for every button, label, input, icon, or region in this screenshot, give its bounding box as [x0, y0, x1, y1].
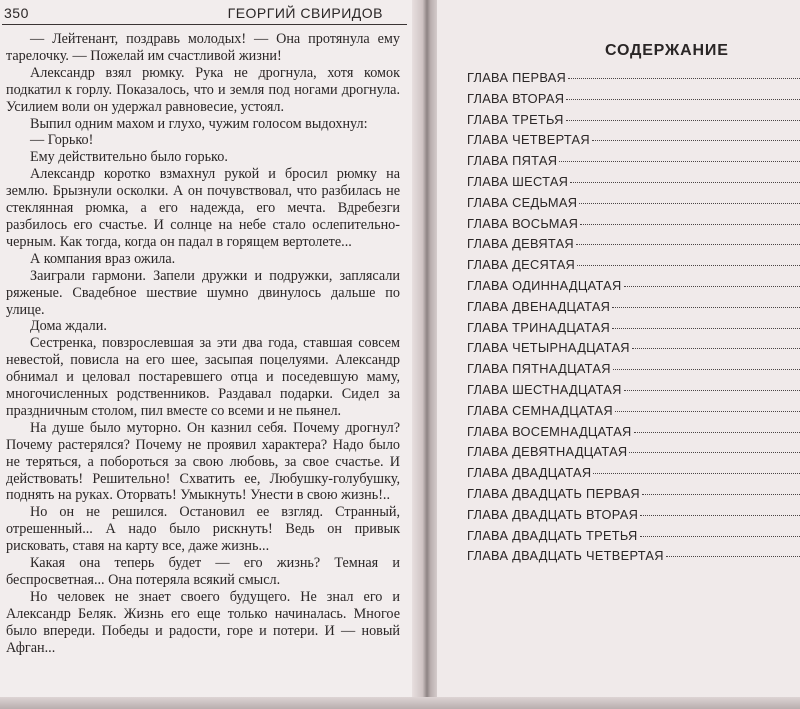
toc-entry[interactable]	[467, 340, 800, 361]
author-name: ГЕОРГИЙ СВИРИДОВ	[227, 5, 383, 21]
toc-entry-label: ГЛАВА ДВАДЦАТЬ ЧЕТВЕРТАЯ	[467, 548, 664, 564]
paragraph: Но человек не знает своего будущего. Не знал его и Александр Беляк. Жизнь его еще только начиналась. Многое было впереди. Победы и радости, горе и потери. И — новый Афган...	[6, 588, 400, 656]
paragraph: — Горько!	[30, 132, 94, 149]
dot-leader	[613, 369, 800, 370]
toc-entry-label: ГЛАВА ПЯТНАДЦАТАЯ	[467, 361, 611, 377]
paragraph: Александр коротко взмахнул рукой и бросил рюмку на землю. Брызнули осколки. А он почувствовал, что разбилась не стеклянная рюмка, а его надежда, его мечта. Вдребезги разбилось его счастье. И солнце на небе стало ослепительно-черным. Как тогда, когда он падал в горящем вертолете...	[6, 166, 400, 250]
dot-leader	[642, 494, 800, 495]
toc-entry[interactable]	[467, 548, 800, 569]
toc-entry-label: ГЛАВА ШЕСТНАДЦАТАЯ	[467, 381, 622, 397]
dot-leader	[640, 536, 800, 537]
paragraph: А компания враз ожила.	[30, 250, 176, 267]
toc-entry[interactable]	[467, 195, 800, 216]
dot-leader	[568, 78, 800, 79]
toc-entry[interactable]	[467, 236, 800, 257]
page-edge	[0, 697, 800, 709]
toc-entry[interactable]	[467, 257, 800, 278]
toc-entry-label: ГЛАВА ДЕСЯТАЯ	[467, 257, 576, 273]
toc-entry[interactable]	[467, 403, 800, 424]
toc-entry-label: ГЛАВА ДЕВЯТАЯ	[467, 236, 574, 252]
toc-entry[interactable]	[467, 278, 800, 299]
toc-entry-label: ГЛАВА ДВАДЦАТЬ ТРЕТЬЯ	[467, 527, 638, 543]
toc-entry-label: ГЛАВА ДЕВЯТНАДЦАТАЯ	[467, 444, 628, 460]
toc-entry-label: ГЛАВА ПЕРВАЯ	[467, 70, 567, 85]
paragraph: На душе было муторно. Он казнил себя. Почему дрогнул? Почему растерялся? Почему не проявил характера? Надо было не теряться, а побороться за свою любовь, за свое счастье. И действовать! Решительно! Схватить ее, Любушку-голубушку, поднять на руках. Оторвать! Умыкнуть! Унести в свою жизнь!..	[6, 419, 400, 504]
toc-entry-label: ГЛАВА ПЯТАЯ	[467, 153, 558, 169]
dot-leader	[570, 182, 800, 183]
paragraph: — Лейтенант, поздравь молодых! — Она протянула ему тарелочку. — Пожелай им счастливой жизни!	[6, 31, 400, 64]
toc-entry-label: ГЛАВА ДВЕНАДЦАТАЯ	[467, 298, 611, 314]
toc-entry-label: ГЛАВА ДВАДЦАТАЯ	[467, 465, 592, 481]
toc-entry-label: ГЛАВА ОДИННАДЦАТАЯ	[467, 277, 622, 293]
paragraph: Ему действительно было горько.	[30, 149, 228, 166]
dot-leader	[566, 99, 800, 100]
dot-leader	[612, 328, 800, 329]
toc-heading: СОДЕРЖАНИЕ	[605, 42, 729, 59]
dot-leader	[592, 140, 800, 141]
toc-entry[interactable]	[467, 132, 800, 153]
toc-entry[interactable]	[467, 486, 800, 507]
toc-entry[interactable]	[467, 465, 800, 486]
toc-entry-label: ГЛАВА ВОСЬМАЯ	[467, 215, 579, 231]
toc-entry[interactable]	[467, 299, 800, 320]
dot-leader	[577, 265, 800, 266]
dot-leader	[579, 203, 800, 204]
toc-entry[interactable]	[467, 507, 800, 528]
toc-entry[interactable]	[467, 112, 800, 133]
paragraph: Но он не решился. Остановил ее взгляд. Странный, отрешенный... А надо было рискнуть! Ведь он привык рисковать, ставя на карту все, даже жизнь...	[6, 504, 400, 555]
dot-leader	[566, 120, 800, 121]
toc-entry[interactable]	[467, 424, 800, 445]
toc-entry-label: ГЛАВА ВТОРАЯ	[467, 90, 565, 106]
toc-entry-label: ГЛАВА ТРИНАДЦАТАЯ	[467, 319, 611, 335]
dot-leader	[666, 556, 800, 557]
paragraph: Какая она теперь будет — его жизнь? Темная и беспросветная... Она потеряла всякий смысл.	[6, 555, 400, 588]
toc-entry[interactable]	[467, 320, 800, 341]
toc-entry-label: ГЛАВА ЧЕТЫРНАДЦАТАЯ	[467, 340, 630, 356]
toc-entry[interactable]	[467, 153, 800, 174]
toc-entry-label: ГЛАВА ТРЕТЬЯ	[467, 111, 564, 127]
toc-entry[interactable]	[467, 528, 800, 549]
dot-leader	[559, 161, 800, 162]
body-text	[6, 31, 400, 657]
dot-leader	[632, 348, 800, 349]
page-number: 350	[4, 5, 29, 21]
dot-leader	[612, 307, 800, 308]
paragraph: Дома ждали.	[30, 318, 107, 335]
dot-leader	[580, 224, 800, 225]
toc-entry-label: ГЛАВА ВОСЕМНАДЦАТАЯ	[467, 423, 632, 439]
toc-entry[interactable]	[467, 174, 800, 195]
paragraph: Сестренка, повзрослевшая за эти два года, ставшая совсем невестой, повисла на его шее, засыпая поцелуями. Александр обнимал и целовал постаревшего отца и поседевшую маму, многочисленных родственников. Раздавал подарки. Сидел за праздничным столом, пил вместе со всеми и не пьянел.	[6, 335, 400, 419]
dot-leader	[624, 390, 800, 391]
dot-leader	[615, 411, 800, 412]
dot-leader	[634, 432, 800, 433]
dot-leader	[593, 473, 800, 474]
toc-entry-label: ГЛАВА ДВАДЦАТЬ ВТОРАЯ	[467, 506, 639, 522]
toc-entry[interactable]	[467, 91, 800, 112]
toc-entry[interactable]	[467, 382, 800, 403]
toc-entry[interactable]	[467, 216, 800, 237]
running-head	[2, 2, 407, 25]
toc-entry-label: ГЛАВА ЧЕТВЕРТАЯ	[467, 132, 590, 148]
paragraph: Александр взял рюмку. Рука не дрогнула, хотя комок подкатил к горлу. Показалось, что и земля под ногами дрогнула. Усилием воли он удержал равновесие, устоял.	[6, 64, 400, 115]
dot-leader	[624, 286, 800, 287]
toc-entry-label: ГЛАВА ДВАДЦАТЬ ПЕРВАЯ	[467, 485, 640, 501]
dot-leader	[576, 244, 800, 245]
dot-leader	[640, 515, 800, 516]
toc-entry-label: ГЛАВА СЕДЬМАЯ	[467, 194, 578, 210]
paragraph: Заиграли гармони. Запели дружки и подружки, заплясали ряженые. Свадебное шествие шумно двинулось дальше по улице.	[6, 267, 400, 318]
toc-entry[interactable]	[467, 361, 800, 382]
toc-entry[interactable]	[467, 444, 800, 465]
paragraph: Выпил одним махом и глухо, чужим голосом выдохнул:	[30, 115, 368, 132]
dot-leader	[629, 452, 800, 453]
toc-entry[interactable]	[467, 70, 800, 91]
table-of-contents	[467, 70, 800, 569]
toc-entry-label: ГЛАВА ШЕСТАЯ	[467, 173, 569, 189]
toc-entry-label: ГЛАВА СЕМНАДЦАТАЯ	[467, 402, 613, 418]
